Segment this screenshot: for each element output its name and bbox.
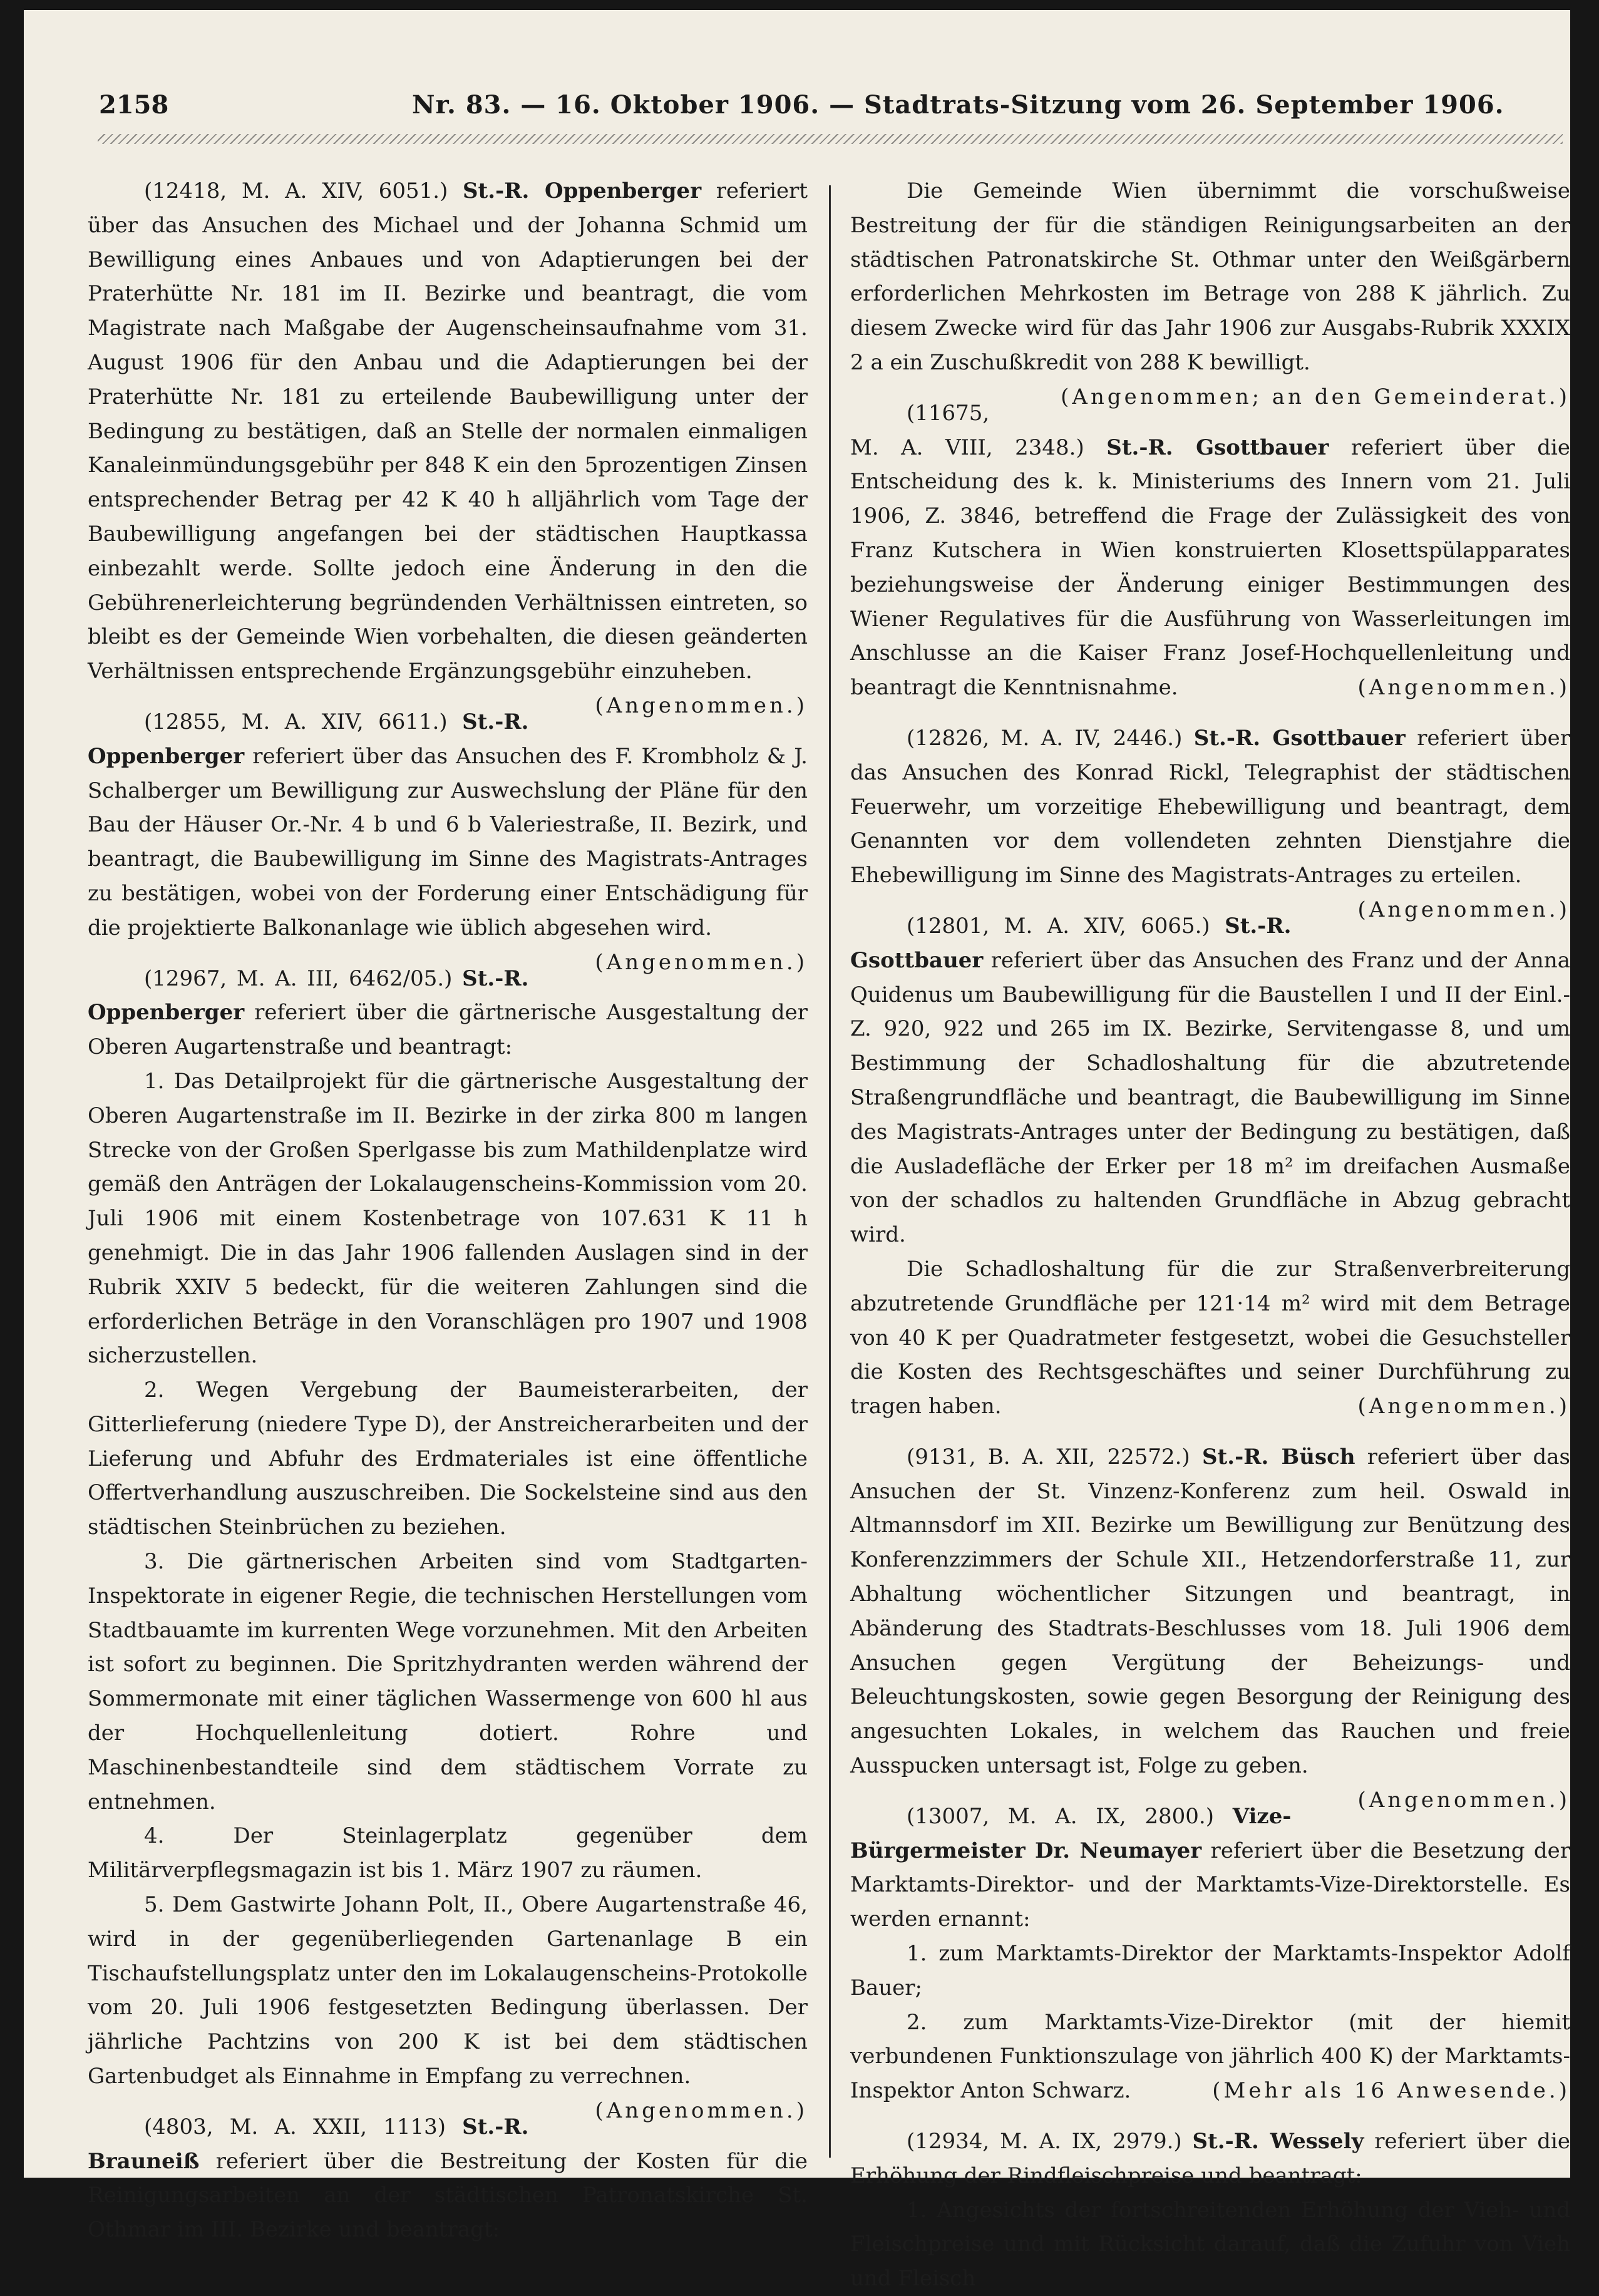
speaker: St.-R. Gsottbauer xyxy=(1106,435,1329,460)
speaker: St.-R. Gsottbauer xyxy=(1193,725,1406,751)
entry-12934: (12934, M. A. IX, 2979.) St.-R. Wessely referiert über die Erhöhung der Rindfleischpreise und beantragt: xyxy=(850,2129,1570,2188)
entry-4803: (4803, M. A. XXII, 1113) St.-R. Brauneiß referiert über die Bestreitung der Kosten für die Reinigungsarbeiten an der städtischen Patronatskirche St. Othmar im III. Bezirke und beantragt: xyxy=(88,2114,808,2243)
running-title: Nr. 83. — 16. Oktober 1906. — Stadtrats-Sitzung vom 26. September 1906. xyxy=(412,90,1504,120)
decision: (Angenommen; an den Gemeinderat.) xyxy=(1061,384,1570,409)
decision: (Angenommen.) xyxy=(595,2098,808,2123)
page-header xyxy=(99,90,1558,128)
entry-4803-continued: Die Gemeinde Wien übernimmt die vorschußweise Bestreitung der für die ständigen Reinigungsarbeiten an der städtischen Patronatskirche St. Othmar unter den Weißgärbern erforderlichen Mehrkosten im Betrage von 288 K jährlich. Zu diesem Zwecke wird für das Jahr 1906 zur Ausgabs-Rubrik XXXIX 2 a ein Zuschußkredit von 288 K bewilligt. (Angenommen; an den Gemeinderat.) xyxy=(850,174,1570,380)
decision: (Angenommen.) xyxy=(1357,897,1570,922)
entry-12934-item-1: 1. Angesichts der fortschreitenden Erhöhung der Vieh- und Fleischpreise und mit Rücksicht darauf, daß die Zufuhr von Vieh und Fleisch xyxy=(850,2197,1570,2292)
entry-13007: (13007, M. A. IX, 2800.) Vize-Bürgermeister Dr. Neumayer referiert über die Besetzung der Marktamts-Direktor- und der Marktamts-Vize-Direktorstelle. Es werden ernannt: xyxy=(850,1803,1570,1932)
newspaper-page xyxy=(24,10,1571,2292)
speaker: St.-R. Büsch xyxy=(1201,1444,1355,1470)
entry-12855: (12855, M. A. XIV, 6611.) St.-R. Oppenberger referiert über das Ansuchen des F. Krombholz & J. Schalberger um Bewilligung zur Auswechslung der Pläne für den Bau der Häuser Or.-Nr. 4 b und 6 b Valeriestraße, II. Bezirk, und beantragt, die Baubewilligung im Sinne des Magistrats-Antrages zu bestätigen, wobei von der Forderung einer Entschädigung für die projektierte Balkonanlage wie üblich abgesehen wird. (Angenommen.) xyxy=(88,705,808,945)
entry-12967-item-3: 3. Die gärtnerischen Arbeiten sind vom Stadtgarten-Inspektorate in eigener Regie, die technischen Herstellungen vom Stadtbauamte im kurrenten Wege vorzunehmen. Mit den Arbeiten ist sofort zu beginnen. Die Spritzhydranten werden während der Sommermonate mit einer täglichen Wassermenge von 600 hl aus der Hochquellenleitung dotiert. Rohre und Maschinenbestandteile sind dem städtischem Vorrate zu entnehmen. xyxy=(88,1549,808,1815)
left-column xyxy=(88,174,808,2243)
decision: (Angenommen.) xyxy=(595,692,808,718)
decision: (Angenommen.) xyxy=(595,949,808,975)
entry-12967-item-2: 2. Wegen Vergebung der Baumeisterarbeiten, der Gitterlieferung (niedere Type D), der Anstreicherarbeiten und der Lieferung und Abfuhr des Erdmateriales ist eine öffentliche Offertverhandlung auszuschreiben. Die Sockelsteine sind aus den städtischen Steinbrüchen zu beziehen. xyxy=(88,1377,808,1540)
speaker: St.-R. Oppenberger xyxy=(88,965,529,1026)
speaker: St.-R. Wessely xyxy=(1192,2129,1364,2154)
entry-12967-item-5: 5. Dem Gastwirte Johann Polt, II., Obere Augartenstraße 46, wird in der gegenüberliegenden Gartenanlage B ein Tischaufstellungsplatz unter den im Lokalaugenscheins-Protokolle vom 20. Juli 1906 festgesetzten Bedingung überlassen. Der jährliche Pachtzins von 200 K ist bei dem städtischen Gartenbudget als Einnahme in Empfang zu verrechnen. (Angenommen.) xyxy=(88,1888,808,2094)
right-column xyxy=(850,174,1571,2292)
decision: (Mehr als 16 Anwesende.) xyxy=(1212,2078,1570,2104)
entry-12826: (12826, M. A. IV, 2446.) St.-R. Gsottbauer referiert über das Ansuchen des Konrad Rickl, Telegraphist der städtischen Feuerwehr, um vorzeitige Ehebewilligung und beantragt, dem Genannten vor dem vollendeten zehnten Dienstjahre die Ehebewilligung im Sinne des Magistrats-Antrages zu erteilen. (Angenommen.) xyxy=(850,721,1570,893)
entry-12967-item-4: 4. Der Steinlagerplatz gegenüber dem Militärverpflegsmagazin ist bis 1. März 1907 zu räumen. xyxy=(88,1823,808,1883)
speaker: St.-R. Oppenberger xyxy=(463,178,702,203)
entry-12418: (12418, M. A. XIV, 6051.) St.-R. Oppenberger referiert über das Ansuchen des Michael und der Johanna Schmid um Bewilligung eines Anbaues und von Adaptierungen bei der Praterhütte Nr. 181 im II. Bezirke und beantragt, die vom Magistrate nach Maßgabe der Augenscheinsaufnahme vom 31. August 1906 für den Anbau und die Adaptierungen bei der Praterhütte Nr. 181 zu erteilende Baubewilligung unter der Bedingung zu bestätigen, daß an Stelle der normalen einmaligen Kanaleinmündungsgebühr per 848 K ein den 5prozentigen Zinsen entsprechender Betrag per 42 K 40 h alljährlich vom Tage der Baubewilligung angefangen bei der städtischen Hauptkassa einbezahlt werde. Sollte jedoch eine Änderung in den die Gebührenerleichterung begründenden Verhältnissen eintreten, so bleibt es der Gemeinde Wien vorbehalten, die diesen geänderten Verhältnissen entsprechende Ergänzungsgebühr einzuheben. (Angenommen.) xyxy=(88,174,808,689)
header-rule xyxy=(98,134,1563,144)
entry-12967-item-1: 1. Das Detailprojekt für die gärtnerische Ausgestaltung der Oberen Augartenstraße im II. Bezirke in der zirka 800 m langen Strecke von der Großen Sperlgasse bis zum Mathildenplatze wird gemäß den Anträgen der Lokalaugenscheins-Kommission vom 20. Juli 1906 mit einem Kostenbetrage von 107.631 K 11 h genehmigt. Die in das Jahr 1906 fallenden Auslagen sind in der Rubrik XXIV 5 bedeckt, für die weiteren Zahlungen sind die erforderlichen Beträge in den Voranschlägen pro 1907 und 1908 sicherzustellen. xyxy=(88,1068,808,1369)
entry-9131: (9131, B. A. XII, 22572.) St.-R. Büsch referiert über das Ansuchen der St. Vinzenz-Konferenz zum heil. Oswald in Altmannsdorf im XII. Bezirke um Bewilligung zur Benützung des Konferenzzimmers der Schule XII., Hetzendorferstraße 11, zur Abhaltung wöchentlicher Sitzungen und beantragt, in Abänderung des Stadtrats-Beschlusses vom 18. Juli 1906 dem Ansuchen gegen Vergütung der Beheizungs- und Beleuchtungskosten, sowie gegen Besorgung der Reinigung des angesuchten Lokales, in welchem das Rauchen und freie Ausspucken untersagt ist, Folge zu geben. (Angenommen.) xyxy=(850,1440,1570,1783)
page-number: 2158 xyxy=(99,90,169,120)
entry-12801-part-2: Die Schadloshaltung für die zur Straßenverbreiterung abzutretende Grundfläche per 121·14 m² wird mit dem Betrage von 40 K per Quadratmeter festgesetzt, wobei die Gesuchsteller die Kosten des Rechtsgeschäftes und seiner Durchführung zu tragen haben. (Angenommen.) xyxy=(850,1252,1570,1424)
column-divider xyxy=(829,185,831,2158)
entry-11675: (11675, M. A. VIII, 2348.) St.-R. Gsottbauer referiert über die Entscheidung des k. k. Ministeriums des Innern vom 21. Juli 1906, Z. 3846, betreffend die Frage der Zulässigkeit des von Franz Kutschera in Wien konstruierten Klosettspülapparates beziehungsweise der Änderung einiger Bestimmungen des Wiener Regulatives für die Ausführung von Wasserleitungen im Anschlusse an die Kaiser Franz Josef-Hochquellenleitung und beantragt die Kenntnisnahme. (Angenommen.) xyxy=(850,396,1570,705)
decision: (Angenommen.) xyxy=(1357,1394,1570,1419)
speaker: St.-R. Brauneiß xyxy=(88,2114,529,2174)
decision: (Angenommen.) xyxy=(1357,675,1570,701)
entry-13007-item-1: 1. zum Marktamts-Direktor der Marktamts-Inspektor Adolf Bauer; xyxy=(850,1941,1570,2000)
speaker: Vize-Bürgermeister Dr. Neumayer xyxy=(850,1803,1292,1863)
decision: (Angenommen.) xyxy=(1357,1787,1570,1813)
entry-12801: (12801, M. A. XIV, 6065.) St.-R. Gsottbauer referiert über das Ansuchen des Franz und der Anna Quidenus um Baubewilligung für die Baustellen I und II der Einl.-Z. 920, 922 und 265 im IX. Bezirke, Servitengasse 8, und um Bestimmung der Schadloshaltung für die abzutretende Straßengrundfläche und beantragt, die Baubewilligung im Sinne des Magistrats-Antrages unter der Bedingung zu bestätigen, daß die Ausladefläche der Erker per 18 m² im dreifachen Ausmaße von der schadlos zu haltenden Grundfläche in Abzug gebracht wird. xyxy=(850,913,1570,1248)
entry-12967: (12967, M. A. III, 6462/05.) St.-R. Oppenberger referiert über die gärtnerische Ausgestaltung der Oberen Augartenstraße und beantragt: xyxy=(88,965,808,1060)
entry-13007-item-2: 2. zum Marktamts-Vize-Direktor (mit der hiemit verbundenen Funktionszulage von jährlich 400 K) der Marktamts-Inspektor Anton Schwarz. (Mehr als 16 Anwesende.) xyxy=(850,2005,1570,2108)
speaker: St.-R. Oppenberger xyxy=(88,709,529,769)
speaker: St.-R. Gsottbauer xyxy=(850,913,1292,973)
